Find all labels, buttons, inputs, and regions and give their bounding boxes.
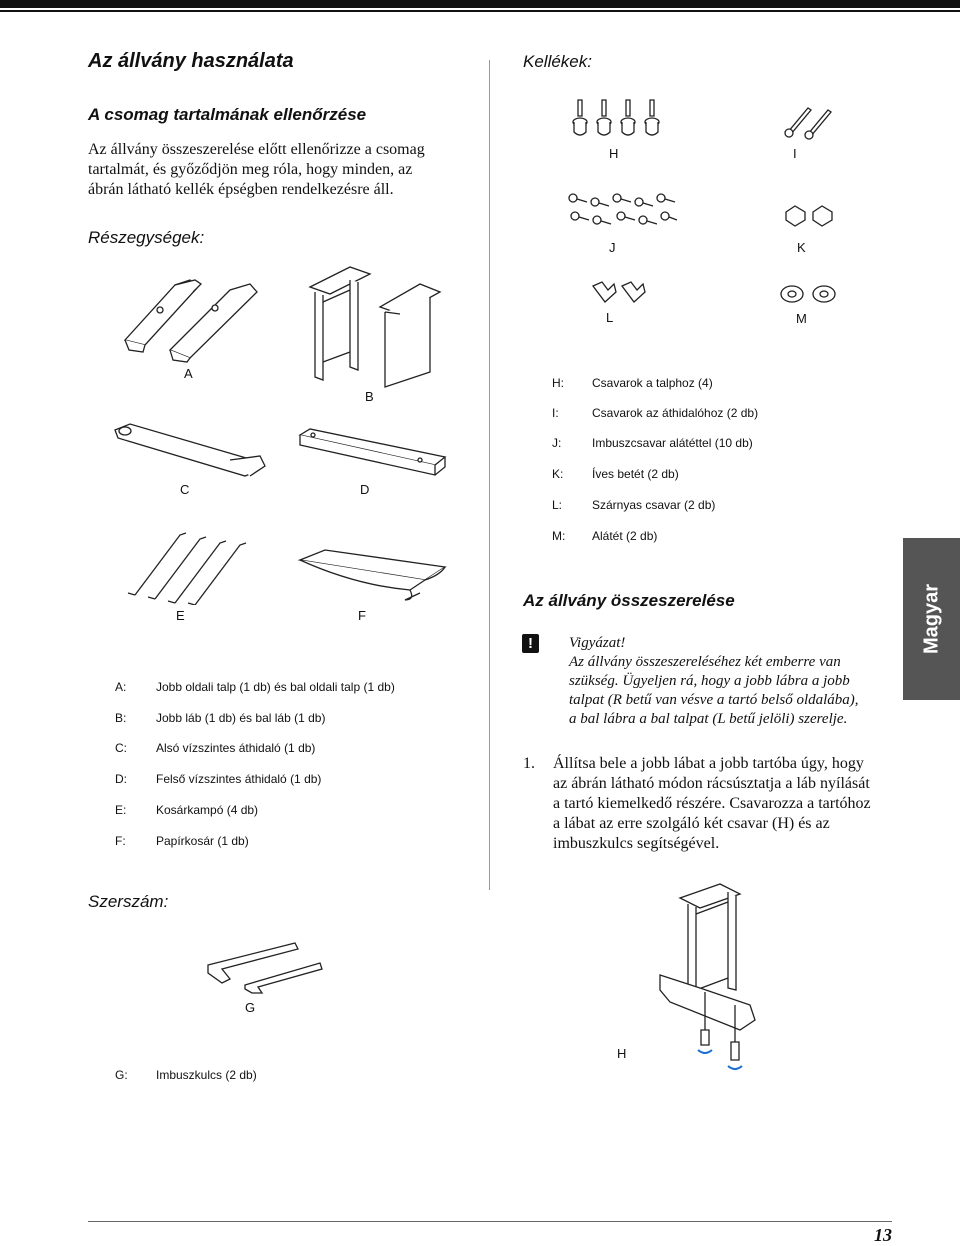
paragraph-line: tartalmát, és győződjön meg róla, hogy minden, az: [88, 161, 413, 178]
parts-key: A:: [115, 680, 127, 694]
list-item: [552, 376, 882, 406]
contents-check-paragraph: [88, 140, 425, 200]
step-line: a lábat az erre szolgáló két csavar (H) és az: [553, 815, 830, 832]
step-1-assembly-illustration: [640, 880, 790, 1080]
parts-list: [115, 680, 475, 865]
list-item: [552, 467, 882, 498]
list-item: [552, 436, 882, 467]
supplies-desc: Alátét (2 db): [592, 529, 658, 543]
part-b-legs-illustration: [305, 262, 445, 392]
caution-line: Az állvány összeszereléséhez két emberre van: [569, 654, 841, 670]
parts-key: F:: [115, 834, 126, 848]
list-item: [115, 772, 475, 803]
part-d-top-crossbar-illustration: [295, 425, 450, 480]
supplies-key: K:: [552, 467, 564, 481]
label-b: B: [365, 389, 374, 404]
parts-key: D:: [115, 772, 127, 786]
supplies-desc: Csavarok az áthidalóhoz (2 db): [592, 406, 759, 420]
list-item: [115, 803, 475, 834]
part-i-bolts-illustration: [780, 100, 840, 140]
list-item: [115, 711, 475, 741]
parts-desc: Felső vízszintes áthidaló (1 db): [156, 772, 322, 786]
label-e: E: [176, 608, 185, 623]
paragraph-line: ábrán látható kellék épségben rendelkezésre áll.: [88, 181, 394, 198]
parts-key: B:: [115, 711, 127, 725]
tools-key: G:: [115, 1068, 128, 1082]
step-line: a tartó kiemelkedő részére. Csavarozza a tartóhoz: [553, 795, 871, 812]
parts-desc: Kosárkampó (4 db): [156, 803, 259, 817]
supplies-key: L:: [552, 498, 563, 512]
step-text: [553, 754, 893, 854]
parts-desc: Jobb oldali talp (1 db) és bal oldali talp (1 db): [156, 680, 395, 694]
list-item: [115, 741, 475, 772]
label-l: L: [606, 310, 614, 325]
warning-icon: !: [522, 634, 539, 653]
caution-title: Vigyázat!: [569, 635, 626, 651]
supplies-heading: Kellékek:: [523, 52, 592, 71]
list-item: [552, 406, 882, 436]
label-h-step: H: [617, 1046, 627, 1061]
supplies-key: I:: [552, 406, 559, 420]
label-k: K: [797, 240, 806, 255]
list-item: [115, 680, 475, 711]
part-h-screws-illustration: [570, 98, 670, 143]
part-f-paper-basket-illustration: [295, 545, 455, 605]
caution-box: [569, 634, 899, 729]
caution-line: talpat (R betű van vésve a tartó belső oldalába),: [569, 692, 859, 708]
part-c-bottom-crossbar-illustration: [110, 420, 270, 485]
list-item: [552, 498, 882, 529]
assembly-heading: Az állvány összeszerelése: [523, 591, 735, 610]
part-g-hex-keys-illustration: [200, 935, 330, 995]
label-m: M: [796, 311, 807, 326]
page-title: Az állvány használata: [88, 50, 294, 72]
subassemblies-heading: Részegységek:: [88, 228, 205, 247]
top-bar-thin: [0, 10, 960, 12]
parts-desc: Alsó vízszintes áthidaló (1 db): [156, 741, 316, 755]
tools-desc: Imbuszkulcs (2 db): [156, 1068, 257, 1082]
paragraph-line: Az állvány összeszerelése előtt ellenőrizze a csomag: [88, 141, 425, 158]
contents-check-heading: A csomag tartalmának ellenőrzése: [88, 105, 367, 124]
supplies-key: H:: [552, 376, 564, 390]
parts-desc: Jobb láb (1 db) és bal láb (1 db): [156, 711, 326, 725]
supplies-desc: Imbuszcsavar alátéttel (10 db): [592, 436, 753, 450]
supplies-desc: Csavarok a talphoz (4): [592, 376, 713, 390]
label-f: F: [358, 608, 366, 623]
caution-line: szükség. Ügyeljen rá, hogy a jobb lábra a jobb: [569, 673, 850, 689]
step-line: imbuszkulcs segítségével.: [553, 835, 720, 852]
step-line: az ábrán látható módon rácsúsztatja a láb nyílását: [553, 775, 870, 792]
part-k-inserts-illustration: [783, 200, 838, 230]
label-i: I: [793, 146, 797, 161]
footer-rule: [88, 1221, 892, 1222]
list-item: [552, 529, 882, 560]
supplies-key: J:: [552, 436, 562, 450]
label-j: J: [609, 240, 616, 255]
part-a-feet-illustration: [115, 270, 275, 365]
parts-key: C:: [115, 741, 127, 755]
supplies-desc: Szárnyas csavar (2 db): [592, 498, 716, 512]
list-item: [115, 834, 475, 865]
caution-line: a bal lábra a bal talpat (L betű jelöli) szerelje.: [569, 711, 848, 727]
parts-key: E:: [115, 803, 127, 817]
label-d: D: [360, 482, 370, 497]
column-divider: [489, 60, 490, 890]
page-number: 13: [874, 1225, 892, 1245]
part-j-hex-bolts-illustration: [565, 190, 680, 235]
part-e-basket-hooks-illustration: [120, 525, 260, 605]
step-line: Állítsa bele a jobb lábat a jobb tartóba úgy, hogy: [553, 755, 864, 772]
top-bar: [0, 0, 960, 8]
tools-heading: Szerszám:: [88, 892, 169, 911]
supplies-key: M:: [552, 529, 566, 543]
part-m-washers-illustration: [778, 282, 843, 307]
language-tab: Magyar: [903, 538, 960, 700]
parts-desc: Papírkosár (1 db): [156, 834, 249, 848]
label-c: C: [180, 482, 190, 497]
label-h: H: [609, 146, 619, 161]
step-number: 1.: [523, 755, 535, 772]
label-a: A: [184, 366, 193, 381]
supplies-desc: Íves betét (2 db): [592, 467, 679, 481]
label-g: G: [245, 1000, 256, 1015]
supplies-list: [552, 376, 882, 560]
part-l-wing-screws-illustration: [590, 278, 650, 306]
